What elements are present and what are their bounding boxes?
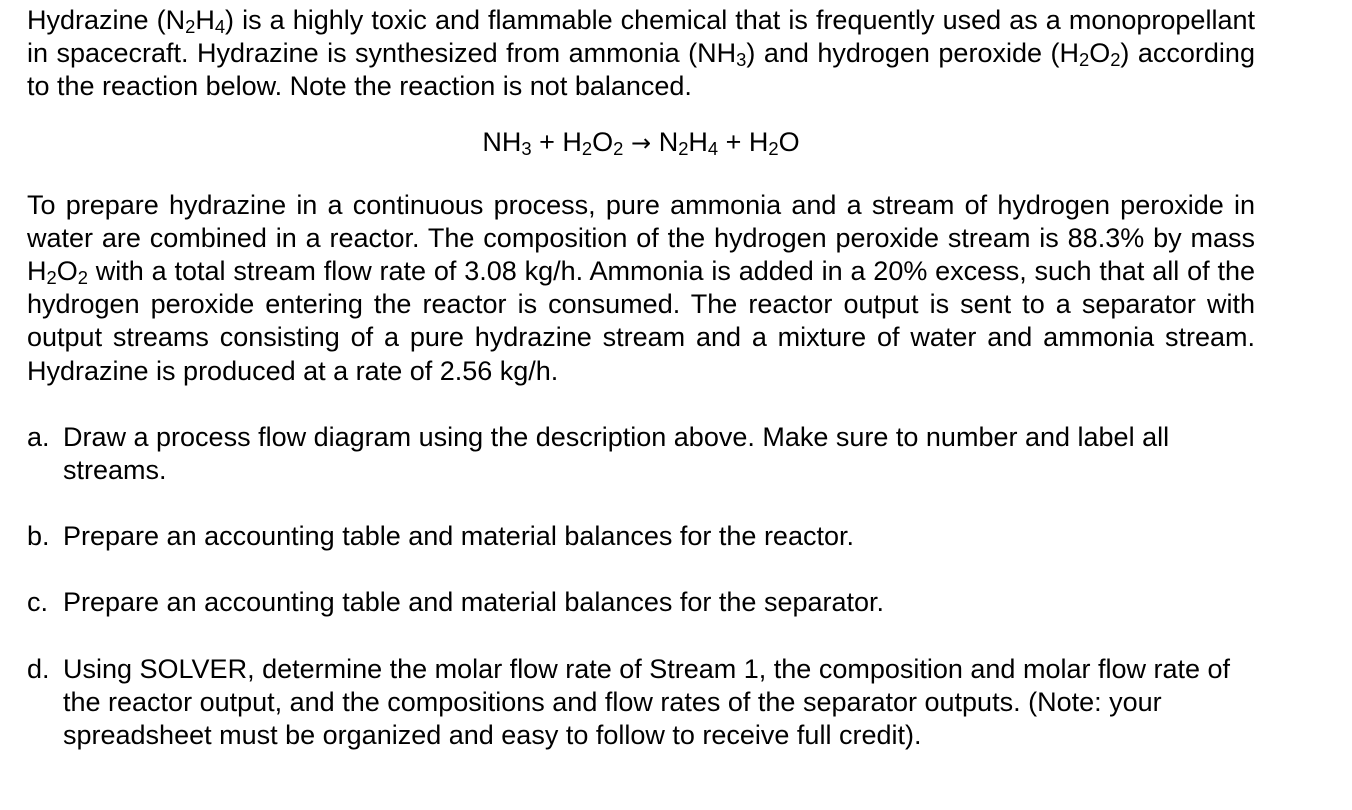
process-description-paragraph: To prepare hydrazine in a continuous process, pure ammonia and a stream of hydrogen peroxide in water are combined in a reactor. The composition of the hydrogen peroxide stream is 88.3% by mass $H_2O_2$ with a total stream flow rate of 3.08 kg/h. Ammonia is added in a 20% excess, such that all of the hydrogen peroxide entering the reactor is consumed. The reactor output is sent to a separator with output streams consisting of a pure hydrazine stream and a mixture of water and ammonia stream. Hydrazine is produced at a rate of 2.56 kg/h. <box>27 189 1255 386</box>
question-label: b. <box>27 521 50 552</box>
question-text: Using SOLVER, determine the molar flow rate of Stream 1, the composition and molar flow rate of the reactor output, and the compositions and flow rates of the separator outputs. (Note: your spreadsheet must be organized and easy to follow to receive full credit). <box>63 653 1231 751</box>
question-a <box>27 421 1255 487</box>
question-label: d. <box>27 653 50 684</box>
question-label: a. <box>27 421 50 452</box>
question-text: Draw a process flow diagram using the description above. Make sure to number and label all streams. <box>63 421 1170 486</box>
reaction-equation: $NH_3 + H_2O_2 \to N_2H_4 + H_2O$ <box>482 126 800 159</box>
problem-document <box>27 4 1255 752</box>
question-b <box>27 520 1255 553</box>
question-text: Prepare an accounting table and material balances for the reactor. <box>63 521 854 552</box>
question-list <box>27 421 1255 752</box>
question-d <box>27 653 1255 753</box>
intro-paragraph: Hydrazine $(N_2H_4)$ is a highly toxic and flammable chemical that is frequently used as a monopropellant in spacecraft. Hydrazine is synthesized from ammonia $(NH_3)$ and hydrogen peroxide $(H_2O_2)$ according to the reaction below. Note the reaction is not balanced. <box>27 5 1255 102</box>
question-text: Prepare an accounting table and material balances for the separator. <box>63 587 885 618</box>
question-label: c. <box>27 587 49 618</box>
question-c <box>27 586 1255 619</box>
reaction-arrow-icon: → <box>623 128 659 157</box>
